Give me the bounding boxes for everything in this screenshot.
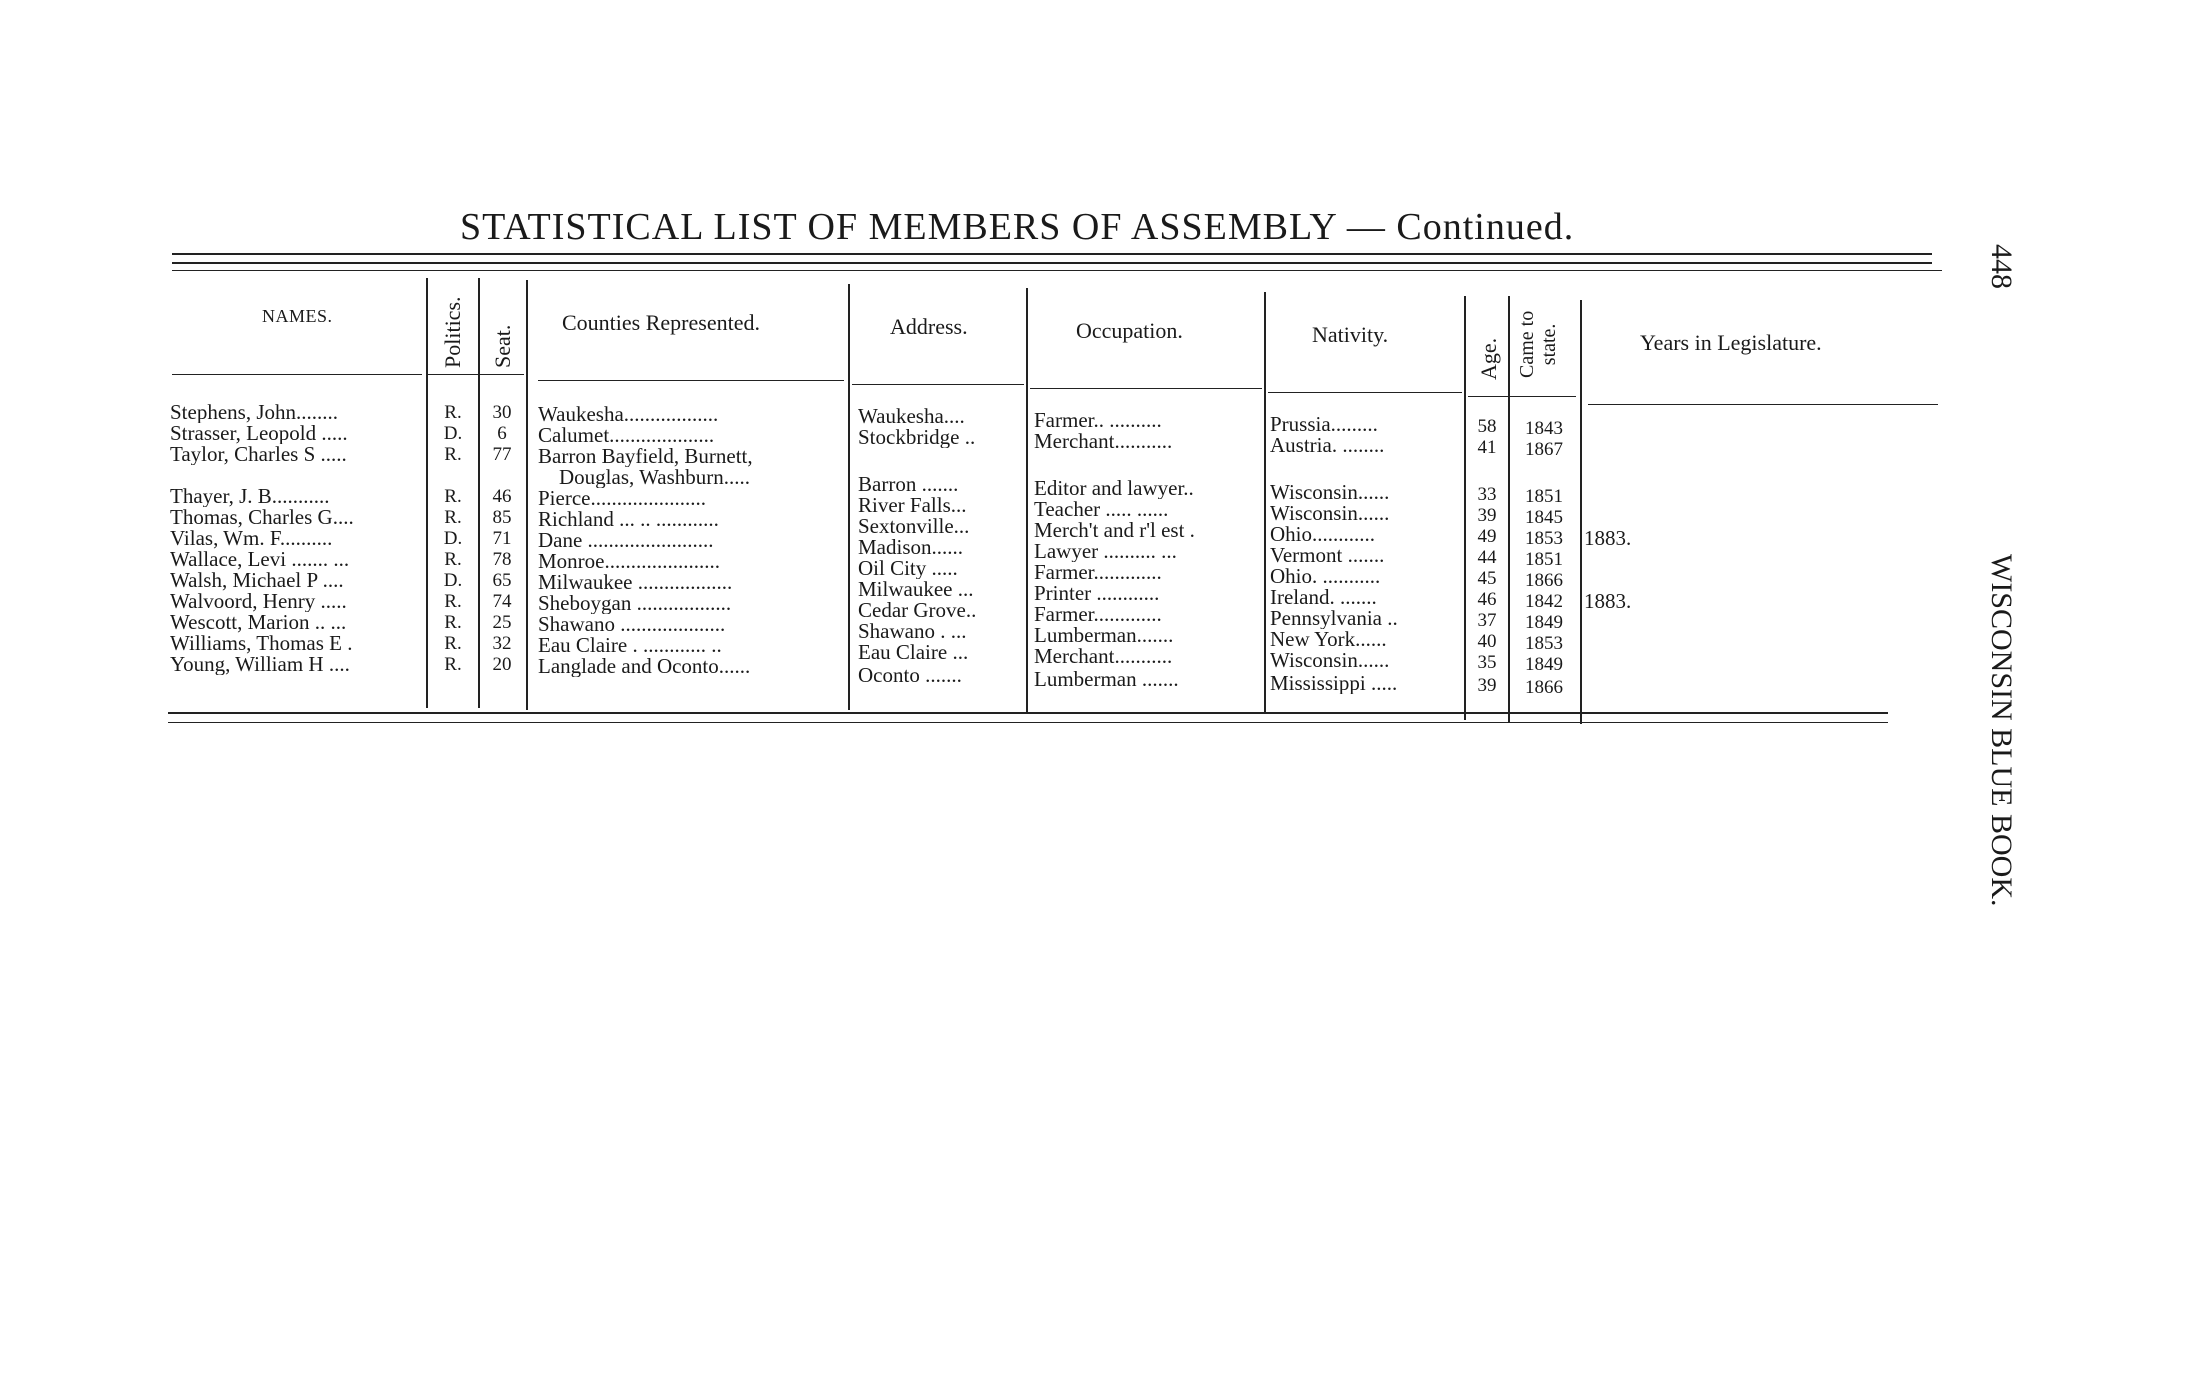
cell-politics: R. [444, 549, 462, 570]
cell-politics: R. [444, 486, 462, 507]
cell-nativity: Wisconsin...... [1270, 482, 1390, 503]
cell-name: Walvoord, Henry ..... [170, 591, 347, 612]
cell-came: 1849 [1525, 612, 1563, 633]
cell-came: 1853 [1525, 633, 1563, 654]
header-years: Years in Legislature. [1640, 330, 1822, 355]
cell-came: 1867 [1525, 439, 1563, 460]
cell-age: 46 [1477, 589, 1497, 610]
col-line-4 [848, 284, 850, 710]
cell-politics: D. [443, 528, 463, 549]
cell-came: 1851 [1525, 486, 1563, 507]
cell-seat: 74 [492, 591, 512, 612]
cell-counties: Eau Claire . ............ .. [538, 635, 722, 656]
cell-came: 1866 [1525, 570, 1563, 591]
header-underline-years [1588, 404, 1938, 405]
running-head: WISCONSIN BLUE BOOK. [1985, 554, 2018, 907]
cell-seat: 85 [492, 507, 512, 528]
cell-age: 44 [1477, 547, 1497, 568]
cell-name: Wescott, Marion .. ... [170, 612, 347, 633]
cell-seat: 71 [492, 528, 512, 549]
cell-nativity: Mississippi ..... [1270, 673, 1398, 694]
cell-politics: R. [444, 654, 462, 675]
header-underline-agecame [1468, 396, 1576, 397]
header-names: NAMES. [262, 306, 333, 326]
col-line-9 [1580, 300, 1582, 724]
cell-politics: R. [444, 633, 462, 654]
header-underline-occupation [1030, 388, 1262, 389]
cell-address: Shawano . ... [858, 621, 967, 642]
header-counties: Counties Represented. [562, 310, 760, 335]
cell-name: Walsh, Michael P .... [170, 570, 344, 591]
cell-occupation: Editor and lawyer.. [1034, 478, 1194, 499]
cell-politics: D. [443, 423, 463, 444]
cell-address: Waukesha.... [858, 406, 965, 427]
cell-nativity: Vermont ....... [1270, 545, 1385, 566]
cell-name: Vilas, Wm. F.......... [170, 528, 333, 549]
cell-came: 1845 [1525, 507, 1563, 528]
cell-seat: 30 [492, 402, 512, 423]
top-rule-2 [172, 262, 1932, 264]
cell-occupation: Lawyer .......... ... [1034, 541, 1177, 562]
cell-name: Thayer, J. B........... [170, 486, 330, 507]
top-rule-3 [172, 270, 1942, 271]
cell-counties: Sheboygan .................. [538, 593, 732, 614]
cell-counties: Pierce...................... [538, 488, 706, 509]
col-line-1 [426, 278, 428, 708]
col-line-6 [1264, 292, 1266, 714]
cell-politics: D. [443, 570, 463, 591]
cell-seat: 20 [492, 654, 512, 675]
col-line-3 [526, 280, 528, 710]
cell-address: Milwaukee ... [858, 579, 974, 600]
page-title: STATISTICAL LIST OF MEMBERS OF ASSEMBLY — Continued. [460, 206, 1575, 248]
header-underline-names [172, 374, 422, 375]
cell-nativity: Wisconsin...... [1270, 650, 1390, 671]
col-line-5 [1026, 288, 1028, 712]
cell-came: 1853 [1525, 528, 1563, 549]
cell-nativity: Ohio............ [1270, 524, 1375, 545]
cell-occupation: Farmer.. .......... [1034, 410, 1162, 431]
cell-occupation: Farmer............. [1034, 562, 1162, 583]
header-underline-ps [428, 374, 524, 375]
cell-age: 39 [1477, 675, 1497, 696]
cell-address: Madison...... [858, 537, 963, 558]
cell-came: 1851 [1525, 549, 1563, 570]
cell-counties: Shawano .................... [538, 614, 726, 635]
cell-nativity: Prussia......... [1270, 414, 1378, 435]
cell-counties: Richland ... .. ............ [538, 509, 719, 530]
cell-address: Sextonville... [858, 516, 970, 537]
cell-politics: R. [444, 507, 462, 528]
cell-occupation: Merchant........... [1034, 431, 1173, 452]
cell-counties: Waukesha.................. [538, 404, 719, 425]
cell-seat: 6 [497, 423, 507, 444]
cell-address: Barron ....... [858, 474, 959, 495]
cell-address: Oconto ....... [858, 665, 962, 686]
cell-came: 1843 [1525, 418, 1563, 439]
cell-occupation: Merchant........... [1034, 646, 1173, 667]
cell-seat: 65 [492, 570, 512, 591]
cell-address: Cedar Grove.. [858, 600, 977, 621]
cell-politics: R. [444, 444, 462, 465]
cell-name: Williams, Thomas E . [170, 633, 353, 654]
header-underline-nativity [1268, 392, 1462, 393]
cell-name: Thomas, Charles G.... [170, 507, 354, 528]
cell-came: 1849 [1525, 654, 1563, 675]
header-came-line2: state. [1538, 323, 1560, 366]
header-age: Age. [1476, 337, 1501, 380]
cell-age: 39 [1477, 505, 1497, 526]
cell-age: 49 [1477, 526, 1497, 547]
cell-nativity: Wisconsin...... [1270, 503, 1390, 524]
cell-nativity: New York...... [1270, 629, 1387, 650]
cell-age: 58 [1477, 416, 1497, 437]
cell-seat: 77 [492, 444, 512, 465]
cell-age: 37 [1477, 610, 1497, 631]
cell-address: River Falls... [858, 495, 967, 516]
cell-occupation: Lumberman ....... [1034, 669, 1179, 690]
cell-politics: R. [444, 612, 462, 633]
header-came-line1: Came to [1516, 310, 1538, 378]
cell-name: Wallace, Levi ....... ... [170, 549, 350, 570]
cell-counties: Calumet.................... [538, 425, 715, 446]
cell-counties: Barron Bayfield, Burnett, [538, 446, 753, 467]
cell-seat: 78 [492, 549, 512, 570]
header-occupation: Occupation. [1076, 318, 1183, 343]
cell-counties: Monroe...................... [538, 551, 720, 572]
cell-age: 35 [1477, 652, 1497, 673]
cell-occupation: Printer ............ [1034, 583, 1160, 604]
cell-occupation: Lumberman....... [1034, 625, 1174, 646]
cell-politics: R. [444, 591, 462, 612]
cell-nativity: Austria. ........ [1270, 435, 1385, 456]
cell-nativity: Ireland. ....... [1270, 587, 1377, 608]
header-address: Address. [890, 314, 968, 339]
header-politics: Politics. [440, 296, 465, 368]
cell-address: Eau Claire ... [858, 642, 969, 663]
cell-counties: Douglas, Washburn..... [538, 467, 750, 488]
cell-occupation: Farmer............. [1034, 604, 1162, 625]
top-rule [172, 253, 1932, 255]
header-seat: Seat. [490, 324, 515, 368]
cell-age: 40 [1477, 631, 1497, 652]
cell-name: Strasser, Leopold ..... [170, 423, 348, 444]
header-came-to-state [1516, 311, 1560, 378]
cell-address: Oil City ..... [858, 558, 958, 579]
cell-age: 33 [1477, 484, 1497, 505]
cell-came: 1866 [1525, 677, 1563, 698]
header-underline-address [852, 384, 1024, 385]
cell-politics: R. [444, 402, 462, 423]
cell-seat: 32 [492, 633, 512, 654]
cell-came: 1842 [1525, 591, 1563, 612]
cell-age: 45 [1477, 568, 1497, 589]
cell-occupation: Merch't and r'l est . [1034, 520, 1195, 541]
cell-occupation: Teacher ..... ...... [1034, 499, 1169, 520]
cell-years: 1883. [1584, 591, 1632, 612]
cell-name: Young, William H .... [170, 654, 350, 675]
page-number: 448 [1985, 244, 2018, 289]
cell-years: 1883. [1584, 528, 1632, 549]
header-underline-counties [538, 380, 844, 381]
header-nativity: Nativity. [1312, 322, 1389, 347]
bottom-rule-2 [168, 722, 1888, 723]
cell-age: 41 [1477, 437, 1497, 458]
bottom-rule [168, 712, 1888, 714]
cell-nativity: Pennsylvania .. [1270, 608, 1398, 629]
cell-counties: Dane ........................ [538, 530, 714, 551]
cell-name: Stephens, John........ [170, 402, 338, 423]
cell-name: Taylor, Charles S ..... [170, 444, 347, 465]
cell-counties: Milwaukee .................. [538, 572, 733, 593]
cell-nativity: Ohio. ........... [1270, 566, 1381, 587]
cell-counties: Langlade and Oconto...... [538, 656, 751, 677]
cell-address: Stockbridge .. [858, 427, 976, 448]
cell-seat: 46 [492, 486, 512, 507]
cell-seat: 25 [492, 612, 512, 633]
